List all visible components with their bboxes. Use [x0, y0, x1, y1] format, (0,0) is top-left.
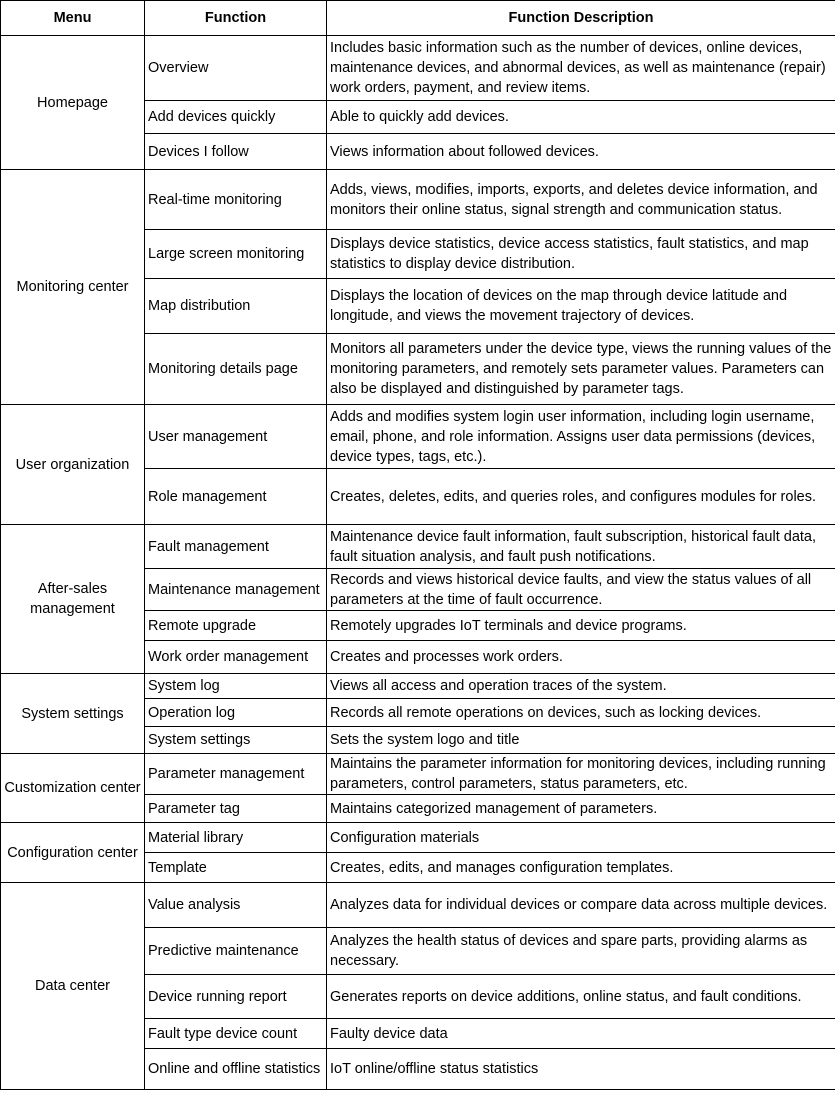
description-cell: Maintains categorized management of parameters.	[327, 795, 835, 823]
table-row	[1, 525, 835, 569]
function-cell: Maintenance management	[145, 569, 327, 611]
description-cell: Sets the system logo and title	[327, 727, 835, 754]
table-row	[1, 36, 835, 101]
table-row	[1, 754, 835, 795]
table-row	[1, 674, 835, 699]
description-cell: Creates, deletes, edits, and queries roles, and configures modules for roles.	[327, 469, 835, 525]
description-cell: Records and views historical device faults, and view the status values of all parameters at the time of fault occurrence.	[327, 569, 835, 611]
function-cell: Monitoring details page	[145, 334, 327, 405]
function-cell: Role management	[145, 469, 327, 525]
description-cell: Maintenance device fault information, fault subscription, historical fault data, fault situation analysis, and fault push notifications.	[327, 525, 835, 569]
table-row	[1, 170, 835, 230]
header-description: Function Description	[327, 1, 835, 36]
function-cell: Real-time monitoring	[145, 170, 327, 230]
function-cell: Parameter management	[145, 754, 327, 795]
function-cell: Device running report	[145, 975, 327, 1019]
function-cell: Value analysis	[145, 883, 327, 928]
menu-cell: Monitoring center	[1, 170, 145, 405]
description-cell: Configuration materials	[327, 823, 835, 853]
header-function: Function	[145, 1, 327, 36]
description-cell: Displays the location of devices on the map through device latitude and longitude, and views the movement trajectory of devices.	[327, 279, 835, 334]
description-cell: Includes basic information such as the number of devices, online devices, maintenance devices, and abnormal devices, as well as maintenance (repair) work orders, payment, and review items.	[327, 36, 835, 101]
description-cell: Maintains the parameter information for monitoring devices, including running parameters, control parameters, status parameters, etc.	[327, 754, 835, 795]
description-cell: Generates reports on device additions, online status, and fault conditions.	[327, 975, 835, 1019]
function-cell: Remote upgrade	[145, 611, 327, 641]
table-body	[1, 36, 835, 1090]
description-cell: Views all access and operation traces of the system.	[327, 674, 835, 699]
description-cell: Monitors all parameters under the device type, views the running values of the monitoring parameters, and remotely sets parameter values. Parameters can also be displayed and distinguished by parameter tags.	[327, 334, 835, 405]
function-cell: User management	[145, 405, 327, 469]
description-cell: Adds and modifies system login user information, including login username, email, phone, and role information. Assigns user data permissions (devices, device types, tags, etc.).	[327, 405, 835, 469]
description-cell: Faulty device data	[327, 1019, 835, 1049]
table-row	[1, 883, 835, 928]
description-cell: Creates and processes work orders.	[327, 641, 835, 674]
function-cell: Template	[145, 853, 327, 883]
description-cell: Records all remote operations on devices, such as locking devices.	[327, 699, 835, 727]
function-cell: System settings	[145, 727, 327, 754]
function-cell: Parameter tag	[145, 795, 327, 823]
menu-cell: Data center	[1, 883, 145, 1090]
table-row	[1, 823, 835, 853]
function-cell: Add devices quickly	[145, 101, 327, 134]
function-cell: Online and offline statistics	[145, 1049, 327, 1090]
menu-cell: User organization	[1, 405, 145, 525]
menu-cell: System settings	[1, 674, 145, 754]
header-menu: Menu	[1, 1, 145, 36]
header-row	[1, 1, 835, 36]
description-cell: Remotely upgrades IoT terminals and device programs.	[327, 611, 835, 641]
description-cell: IoT online/offline status statistics	[327, 1049, 835, 1090]
function-cell: Fault type device count	[145, 1019, 327, 1049]
function-cell: Operation log	[145, 699, 327, 727]
menu-cell: Configuration center	[1, 823, 145, 883]
function-cell: Work order management	[145, 641, 327, 674]
description-cell: Displays device statistics, device access statistics, fault statistics, and map statistics to display device distribution.	[327, 230, 835, 279]
function-cell: Large screen monitoring	[145, 230, 327, 279]
menu-cell: Homepage	[1, 36, 145, 170]
function-cell: Fault management	[145, 525, 327, 569]
table-row	[1, 405, 835, 469]
description-cell: Views information about followed devices.	[327, 134, 835, 170]
function-cell: Overview	[145, 36, 327, 101]
menu-cell: Customization center	[1, 754, 145, 823]
function-cell: Devices I follow	[145, 134, 327, 170]
description-cell: Creates, edits, and manages configuration templates.	[327, 853, 835, 883]
function-cell: Predictive maintenance	[145, 928, 327, 975]
description-cell: Analyzes data for individual devices or compare data across multiple devices.	[327, 883, 835, 928]
description-cell: Analyzes the health status of devices and spare parts, providing alarms as necessary.	[327, 928, 835, 975]
function-cell: System log	[145, 674, 327, 699]
menu-cell: After-sales management	[1, 525, 145, 674]
description-cell: Able to quickly add devices.	[327, 101, 835, 134]
function-cell: Map distribution	[145, 279, 327, 334]
function-cell: Material library	[145, 823, 327, 853]
description-cell: Adds, views, modifies, imports, exports, and deletes device information, and monitors their online status, signal strength and communication status.	[327, 170, 835, 230]
